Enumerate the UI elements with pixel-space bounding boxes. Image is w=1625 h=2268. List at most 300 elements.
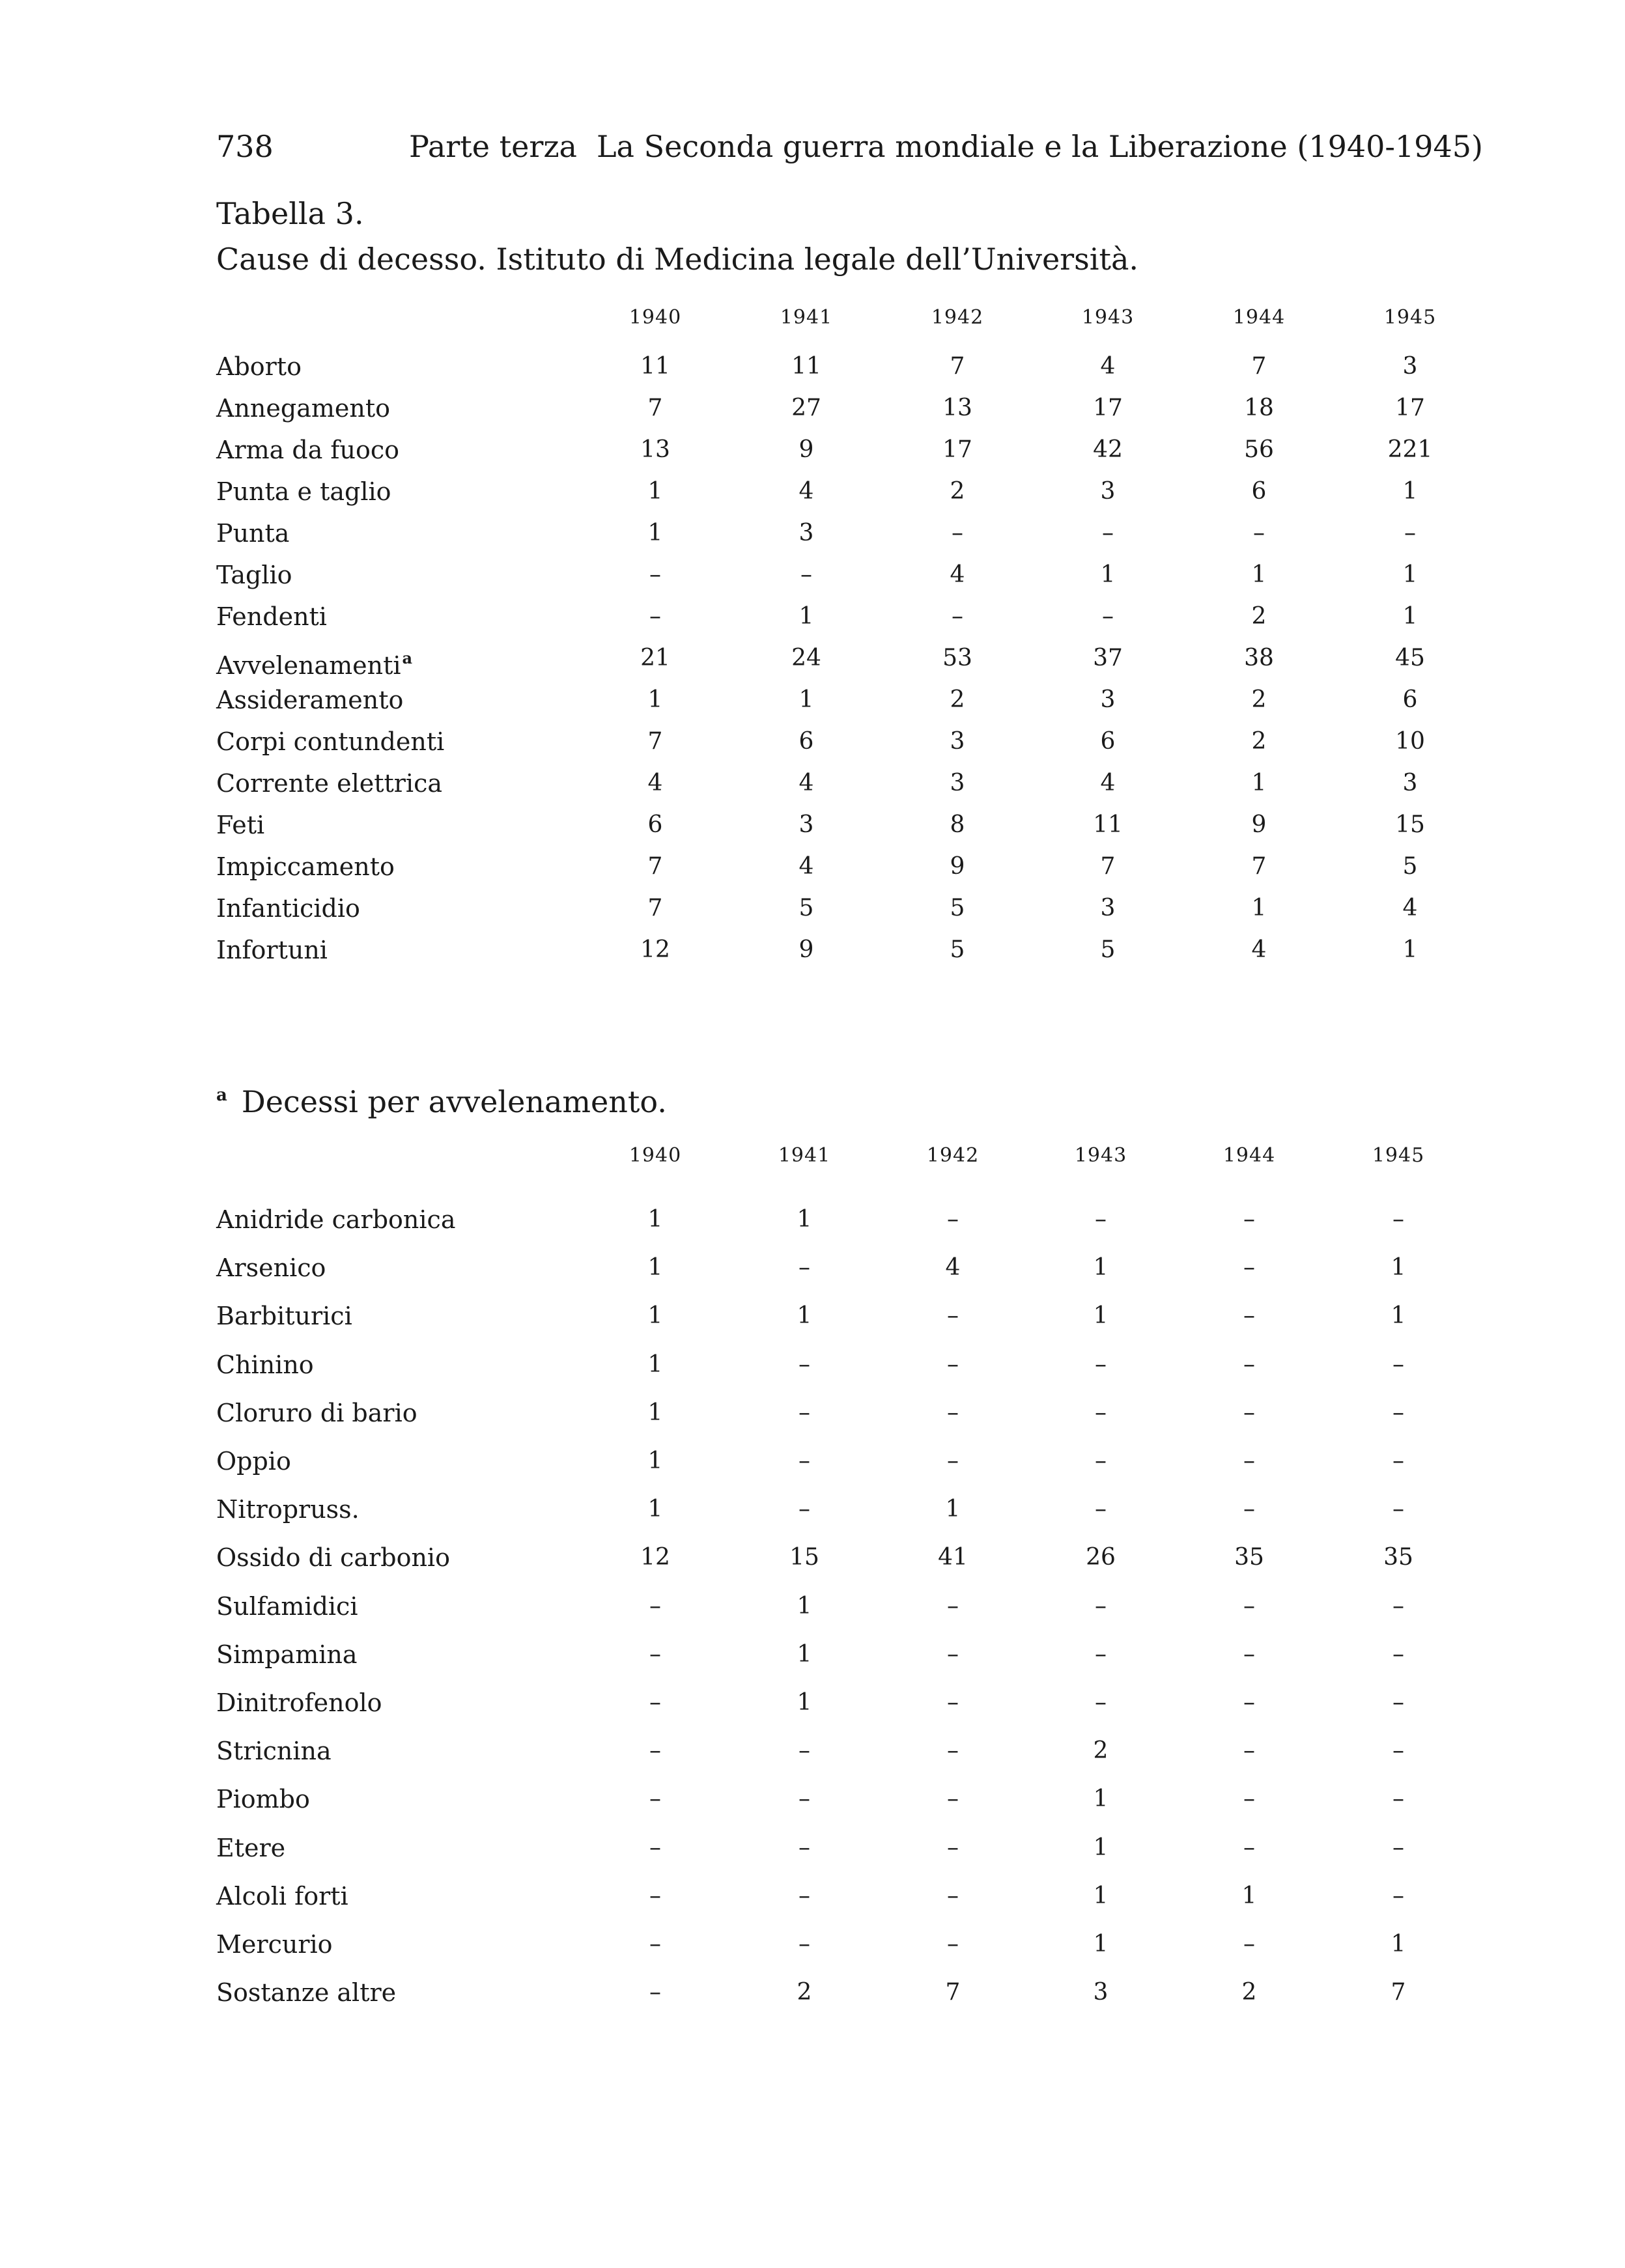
cell-value: 3 <box>798 811 814 838</box>
row-label <box>216 1828 285 1868</box>
cell-value: – <box>947 1689 959 1716</box>
cell-value: 1 <box>1093 1785 1109 1813</box>
cell-value: 7 <box>647 853 663 880</box>
cell-value: 7 <box>647 728 663 755</box>
cell-value: 3 <box>1100 478 1116 505</box>
cell-value: – <box>1243 1351 1255 1378</box>
cell-value: 1 <box>797 1206 812 1233</box>
row-label-text: Punta <box>216 519 290 548</box>
cell-value: 38 <box>1244 645 1274 671</box>
row-label-text: Alcoli forti <box>216 1881 348 1911</box>
cell-value: – <box>1243 1448 1255 1474</box>
row-label <box>216 472 391 511</box>
cell-value: 7 <box>950 353 965 380</box>
cell-value: 2 <box>1241 1979 1257 2006</box>
cell-value: 27 <box>791 395 821 421</box>
cell-value: 1 <box>647 1351 663 1378</box>
cell-value: 1 <box>1093 1882 1109 1909</box>
row-label <box>216 1248 326 1287</box>
cell-value: – <box>649 1834 661 1861</box>
table-row <box>0 1828 1625 1868</box>
row-label-text: Oppio <box>216 1447 291 1476</box>
cell-value: – <box>1392 1882 1404 1909</box>
footnote-heading <box>216 1076 667 1121</box>
cell-value: 1 <box>647 1399 663 1426</box>
row-label-text: Assideramento <box>216 686 404 714</box>
year-header: 1942 <box>931 306 984 329</box>
cell-value: – <box>649 1737 661 1765</box>
cell-value: 2 <box>950 686 965 713</box>
row-label <box>216 1296 352 1336</box>
row-label <box>216 1393 417 1433</box>
cell-value: 4 <box>647 770 663 796</box>
cell-value: – <box>1095 1689 1107 1716</box>
cell-value: – <box>1243 1931 1255 1957</box>
cell-value: – <box>1095 1448 1107 1474</box>
row-label-text: Sostanze altre <box>216 1978 397 2008</box>
cell-value: – <box>649 1592 661 1619</box>
table-row <box>0 1296 1625 1336</box>
row-label <box>216 1731 332 1771</box>
cell-value: – <box>1392 1737 1404 1765</box>
cell-value: – <box>1095 1206 1107 1233</box>
cell-value: 1 <box>1251 561 1267 588</box>
year-header: 1943 <box>1081 306 1135 329</box>
row-label-text: Taglio <box>216 561 292 589</box>
cell-value: – <box>649 1689 661 1716</box>
table-row <box>0 1925 1625 1964</box>
cell-value: 7 <box>1100 853 1116 880</box>
row-label <box>216 1925 333 1964</box>
cell-value: 56 <box>1244 436 1274 463</box>
cell-value: – <box>947 1640 959 1668</box>
cell-value: 1 <box>1100 561 1116 588</box>
cell-value: 1 <box>1402 603 1418 630</box>
row-label-text: Nitropruss. <box>216 1495 360 1524</box>
table-row <box>0 680 1625 720</box>
cell-value: 7 <box>647 895 663 921</box>
cell-value: 1 <box>647 1302 663 1330</box>
cell-value: 11 <box>1093 811 1123 838</box>
cell-value: 35 <box>1383 1544 1413 1571</box>
cell-value: – <box>798 1785 810 1813</box>
table-row <box>0 389 1625 428</box>
table-row <box>0 1973 1625 2012</box>
cell-value: 17 <box>942 436 972 463</box>
cell-value: 12 <box>640 936 670 963</box>
cell-value: – <box>947 1931 959 1957</box>
table-row <box>0 472 1625 511</box>
cell-value: 1 <box>647 520 663 546</box>
cell-value: 3 <box>950 770 965 796</box>
row-label-text: Infortuni <box>216 936 328 964</box>
cell-value: 2 <box>1251 728 1267 755</box>
row-label <box>216 847 395 886</box>
row-label <box>216 1200 455 1239</box>
cell-value: – <box>1243 1737 1255 1765</box>
cell-value: 4 <box>1402 895 1418 921</box>
row-label <box>216 1683 382 1722</box>
cell-value: 18 <box>1244 395 1274 421</box>
cell-value: 11 <box>640 353 670 380</box>
row-label <box>216 1587 358 1626</box>
cell-value: – <box>1392 1592 1404 1619</box>
year-header: 1940 <box>629 1144 682 1167</box>
footnote-title: Decessi per avvelenamento. <box>241 1084 667 1119</box>
cell-value: 4 <box>798 853 814 880</box>
cell-value: 3 <box>950 728 965 755</box>
table-row <box>0 1490 1625 1529</box>
cell-value: 1 <box>1391 1302 1406 1330</box>
year-header: 1944 <box>1232 306 1286 329</box>
cell-value: – <box>798 1931 810 1957</box>
row-label <box>216 764 442 803</box>
row-label-text: Dinitrofenolo <box>216 1688 382 1717</box>
page-number: 738 <box>216 129 274 164</box>
row-label <box>216 555 292 595</box>
cell-value: 4 <box>798 478 814 505</box>
cell-value: – <box>1243 1206 1255 1233</box>
running-head <box>216 124 1483 169</box>
cell-value: 3 <box>798 520 814 546</box>
chapter-title: La Seconda guerra mondiale e la Liberazione (1940-1945) <box>597 129 1483 164</box>
cell-value: 13 <box>640 436 670 463</box>
row-label-text: Piombo <box>216 1785 310 1814</box>
cell-value: 41 <box>938 1544 968 1571</box>
cell-value: 45 <box>1395 645 1425 671</box>
year-header: 1941 <box>780 306 833 329</box>
cell-value: – <box>1243 1302 1255 1330</box>
table-row <box>0 1587 1625 1626</box>
cell-value: 1 <box>1093 1834 1109 1861</box>
cell-value: – <box>947 1448 959 1474</box>
row-label-text: Sulfamidici <box>216 1591 358 1621</box>
cell-value: 2 <box>1251 603 1267 630</box>
cell-value: 13 <box>942 395 972 421</box>
cell-value: 5 <box>1402 853 1418 880</box>
cell-value: 1 <box>1402 561 1418 588</box>
cell-value: – <box>1243 1399 1255 1426</box>
part-title: Parte terza <box>409 129 577 164</box>
cell-value: 6 <box>1251 478 1267 505</box>
row-label <box>216 1538 450 1577</box>
cell-value: – <box>1392 1640 1404 1668</box>
row-label-text: Arma da fuoco <box>216 436 400 464</box>
row-label <box>216 1780 310 1819</box>
row-label <box>216 1442 291 1481</box>
row-label-text: Chinino <box>216 1350 314 1379</box>
cell-value: 3 <box>1402 353 1418 380</box>
cell-value: 4 <box>945 1254 961 1281</box>
cell-value: 1 <box>1391 1931 1406 1957</box>
cell-value: 6 <box>647 811 663 838</box>
cell-value: 221 <box>1387 436 1433 463</box>
cell-value: – <box>947 1834 959 1861</box>
cell-value: – <box>947 1882 959 1909</box>
table-row <box>0 764 1625 803</box>
cell-value: – <box>1243 1496 1255 1523</box>
cell-value: 1 <box>1093 1254 1109 1281</box>
cell-value: – <box>798 1834 810 1861</box>
cell-value: – <box>800 561 812 588</box>
cell-value: – <box>947 1592 959 1619</box>
cell-value: 4 <box>798 770 814 796</box>
cell-value: – <box>1243 1689 1255 1716</box>
row-label <box>216 639 412 685</box>
year-header: 1944 <box>1222 1144 1276 1167</box>
cell-value: 37 <box>1093 645 1123 671</box>
cell-value: 7 <box>647 395 663 421</box>
table-row <box>0 1780 1625 1819</box>
cell-value: – <box>1243 1785 1255 1813</box>
cell-value: – <box>1102 520 1114 546</box>
cell-value: 17 <box>1395 395 1425 421</box>
row-label-text: Anidride carbonica <box>216 1205 456 1234</box>
cell-value: – <box>1253 520 1265 546</box>
row-label-text: Annegamento <box>216 394 391 423</box>
row-label-text: Corpi contundenti <box>216 727 445 756</box>
row-label <box>216 1877 348 1916</box>
cell-value: 2 <box>950 478 965 505</box>
cell-value: – <box>649 1882 661 1909</box>
table-row <box>0 1442 1625 1481</box>
cell-value: 8 <box>950 811 965 838</box>
table-row <box>0 1731 1625 1771</box>
cell-value: – <box>1243 1592 1255 1619</box>
cell-value: 6 <box>798 728 814 755</box>
cell-value: 5 <box>950 895 965 921</box>
row-label-text: Barbiturici <box>216 1302 352 1331</box>
cell-value: – <box>1392 1351 1404 1378</box>
cell-value: 1 <box>647 1206 663 1233</box>
cell-value: – <box>1404 520 1416 546</box>
cell-value: 1 <box>797 1689 812 1716</box>
table-row <box>0 1248 1625 1287</box>
cell-value: 9 <box>798 936 814 963</box>
cell-value: – <box>649 1640 661 1668</box>
row-label <box>216 389 390 428</box>
cell-value: 3 <box>1100 686 1116 713</box>
cell-value: – <box>798 1351 810 1378</box>
cell-value: 17 <box>1093 395 1123 421</box>
cell-value: 7 <box>1391 1979 1406 2006</box>
cell-value: 7 <box>1251 353 1267 380</box>
cell-value: – <box>1095 1640 1107 1668</box>
cell-value: 42 <box>1093 436 1123 463</box>
cell-value: 1 <box>1093 1931 1109 1957</box>
cell-value: 9 <box>1251 811 1267 838</box>
cell-value: 5 <box>1100 936 1116 963</box>
cell-value: 15 <box>789 1544 819 1571</box>
row-label-text: Stricnina <box>216 1737 332 1766</box>
cell-value: – <box>1392 1496 1404 1523</box>
cell-value: 1 <box>647 1448 663 1474</box>
cell-value: 6 <box>1402 686 1418 713</box>
footnote-reference: a <box>402 649 413 667</box>
row-label <box>216 430 399 469</box>
table-row <box>0 1635 1625 1674</box>
cell-value: – <box>649 1931 661 1957</box>
table-row <box>0 1345 1625 1384</box>
row-label <box>216 722 444 761</box>
cell-value: 1 <box>647 1254 663 1281</box>
cell-value: – <box>798 1448 810 1474</box>
year-header-row <box>0 306 1625 332</box>
table-row <box>0 1200 1625 1239</box>
cell-value: 3 <box>1402 770 1418 796</box>
table-row <box>0 1683 1625 1722</box>
cell-value: 5 <box>798 895 814 921</box>
cell-value: 1 <box>647 686 663 713</box>
table-caption: Cause di decesso. Istituto di Medicina legale dell’Università. <box>216 242 1139 277</box>
table-row <box>0 1877 1625 1916</box>
cell-value: – <box>1392 1206 1404 1233</box>
row-label-text: Avvelenamenti <box>216 651 401 680</box>
cell-value: 3 <box>1093 1979 1109 2006</box>
row-label-text: Mercurio <box>216 1930 333 1959</box>
row-label <box>216 597 327 636</box>
cell-value: 1 <box>1241 1882 1257 1909</box>
cell-value: 1 <box>647 478 663 505</box>
cell-value: 1 <box>945 1496 961 1523</box>
cell-value: 11 <box>791 353 821 380</box>
cell-value: – <box>947 1399 959 1426</box>
cell-value: – <box>952 520 963 546</box>
row-label-text: Impiccamento <box>216 852 395 881</box>
cell-value: – <box>1243 1254 1255 1281</box>
cell-value: 1 <box>1251 895 1267 921</box>
cell-value: – <box>1392 1689 1404 1716</box>
year-header: 1940 <box>629 306 682 329</box>
cell-value: – <box>1243 1834 1255 1861</box>
cell-value: 12 <box>640 1544 670 1571</box>
cell-value: 1 <box>797 1302 812 1330</box>
row-label <box>216 347 302 386</box>
table-row <box>0 555 1625 595</box>
cell-value: – <box>798 1737 810 1765</box>
cell-value: – <box>1243 1640 1255 1668</box>
cell-value: – <box>798 1399 810 1426</box>
cell-value: 9 <box>798 436 814 463</box>
cell-value: 5 <box>950 936 965 963</box>
row-label-text: Fendenti <box>216 602 327 631</box>
cell-value: 1 <box>1251 770 1267 796</box>
cell-value: 1 <box>1402 936 1418 963</box>
table-row <box>0 597 1625 636</box>
year-header: 1942 <box>926 1144 980 1167</box>
cell-value: – <box>947 1785 959 1813</box>
cell-value: – <box>649 1979 661 2006</box>
row-label-text: Simpamina <box>216 1640 358 1669</box>
row-label <box>216 931 328 970</box>
cell-value: 53 <box>942 645 972 671</box>
cell-value: 7 <box>945 1979 961 2006</box>
table-row <box>0 639 1625 678</box>
row-label-text: Cloruro di bario <box>216 1398 417 1427</box>
table-row <box>0 889 1625 928</box>
cell-value: – <box>1392 1399 1404 1426</box>
row-label <box>216 1490 360 1529</box>
cell-value: – <box>798 1254 810 1281</box>
cell-value: – <box>947 1302 959 1330</box>
row-label-text: Ossido di carbonio <box>216 1543 450 1573</box>
table-row <box>0 1393 1625 1433</box>
row-label-text: Aborto <box>216 352 302 381</box>
cell-value: – <box>1095 1592 1107 1619</box>
cell-value: – <box>798 1496 810 1523</box>
table-row <box>0 847 1625 886</box>
year-header: 1943 <box>1074 1144 1127 1167</box>
cell-value: 1 <box>798 686 814 713</box>
row-label <box>216 514 289 553</box>
cell-value: – <box>649 561 661 588</box>
table-number: Tabella 3. <box>216 196 364 231</box>
cell-value: 4 <box>1251 936 1267 963</box>
cell-value: – <box>1095 1351 1107 1378</box>
cell-value: 2 <box>1251 686 1267 713</box>
cell-value: 4 <box>1100 353 1116 380</box>
cell-value: – <box>1102 603 1114 630</box>
row-label-text: Etere <box>216 1833 286 1862</box>
table-row <box>0 347 1625 386</box>
cell-value: – <box>1392 1834 1404 1861</box>
cell-value: 9 <box>950 853 965 880</box>
cell-value: 1 <box>1402 478 1418 505</box>
cell-value: 1 <box>1391 1254 1406 1281</box>
cell-value: 1 <box>797 1592 812 1619</box>
cell-value: 24 <box>791 645 821 671</box>
cell-value: 6 <box>1100 728 1116 755</box>
cell-value: 1 <box>1093 1302 1109 1330</box>
footnote-mark: a <box>216 1085 227 1105</box>
table-row <box>0 1538 1625 1577</box>
cell-value: – <box>1095 1496 1107 1523</box>
table-row <box>0 805 1625 845</box>
cell-value: 7 <box>1251 853 1267 880</box>
row-label <box>216 889 360 928</box>
row-label-text: Feti <box>216 811 265 839</box>
year-header: 1945 <box>1372 1144 1425 1167</box>
row-label-text: Corrente elettrica <box>216 769 443 798</box>
year-header: 1941 <box>778 1144 831 1167</box>
table-row <box>0 722 1625 761</box>
cell-value: 1 <box>798 603 814 630</box>
cell-value: 4 <box>950 561 965 588</box>
cell-value: 15 <box>1395 811 1425 838</box>
row-label <box>216 805 264 845</box>
cell-value: 2 <box>797 1979 812 2006</box>
cell-value: – <box>1392 1448 1404 1474</box>
cell-value: 10 <box>1395 728 1425 755</box>
year-header: 1945 <box>1383 306 1437 329</box>
cell-value: – <box>798 1882 810 1909</box>
cell-value: 2 <box>1093 1737 1109 1765</box>
cell-value: – <box>947 1737 959 1765</box>
cell-value: – <box>1392 1785 1404 1813</box>
row-label <box>216 1345 314 1384</box>
row-label-text: Arsenico <box>216 1253 326 1283</box>
cell-value: 1 <box>647 1496 663 1523</box>
row-label-text: Infanticidio <box>216 894 360 923</box>
row-label <box>216 680 403 720</box>
row-label-text: Punta e taglio <box>216 477 391 506</box>
cell-value: – <box>649 1785 661 1813</box>
table-row <box>0 931 1625 970</box>
cell-value: 1 <box>797 1640 812 1668</box>
table-row <box>0 514 1625 553</box>
cell-value: 26 <box>1086 1544 1116 1571</box>
cell-value: – <box>947 1351 959 1378</box>
